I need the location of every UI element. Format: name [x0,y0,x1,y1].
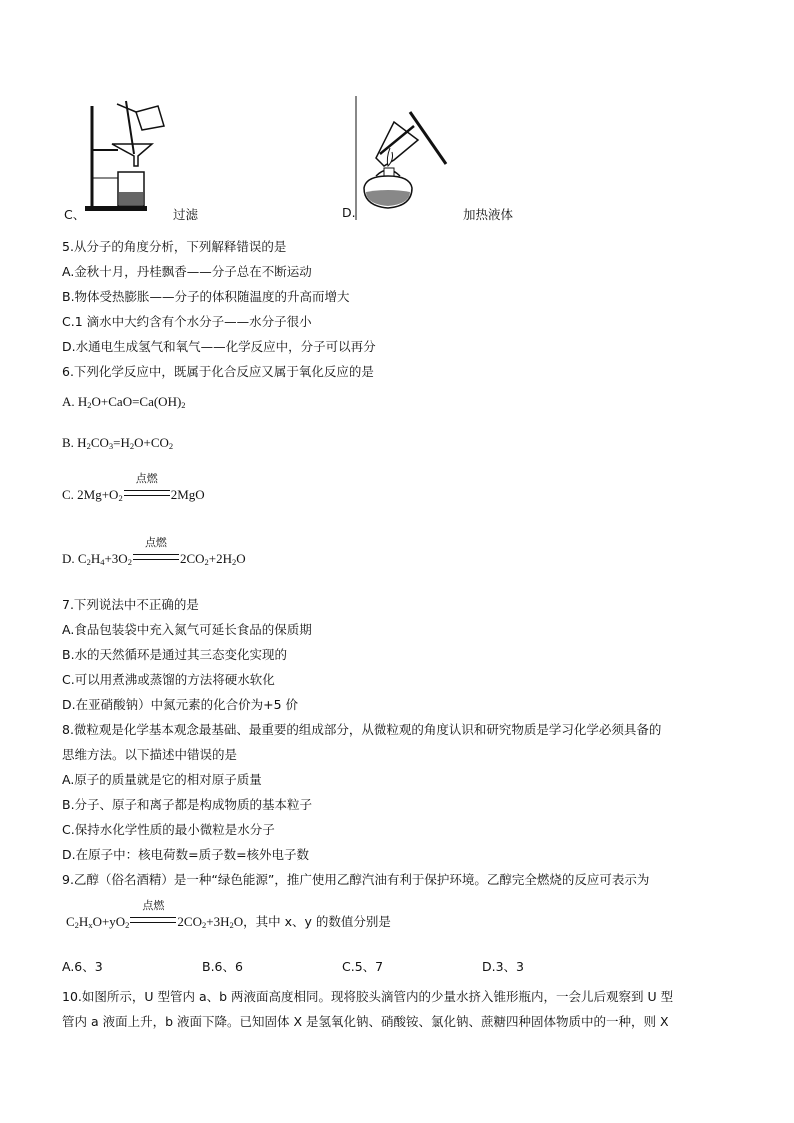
figure-d-caption: 加热液体 [463,207,514,222]
heating-liquid-figure [354,96,454,220]
q6-stem: 6.下列化学反应中，既属于化合反应又属于氧化反应的是 [62,364,374,379]
ignite-condition-arrow [130,899,176,930]
q10-line1: 10.如图所示，U 型管内 a、b 两液面高度相同。现将胶头滴管内的少量水挤入锥形瓶内，一会儿后观察到 U 型 [62,989,674,1004]
q8-option-d: D.在原子中：核电荷数=质子数=核外电子数 [62,847,310,862]
ignite-condition: 点燃 [144,536,167,549]
q5-option-d: D.水通电生成氢气和氧气——化学反应中，分子可以再分 [62,339,376,354]
q5-option-b: B.物体受热膨胀——分子的体积随温度的升高而增大 [62,289,350,304]
q6-option-d: D. $C_2H_4+3O_2$ 点燃 $2CO_2+2H_2O$ [62,536,246,567]
q7-option-c: C.可以用煮沸或蒸馏的方法将硬水软化 [62,672,275,687]
q7-stem: 7.下列说法中不正确的是 [62,597,199,612]
q9-option-d: D.3、3 [482,959,525,974]
q7-option-b: B.水的天然循环是通过其三态变化实现的 [62,647,288,662]
figure-d-label: D. [342,205,356,220]
q5-option-a: A.金秋十月，丹桂飘香——分子总在不断运动 [62,264,312,279]
q5-option-c: C.1 滴水中大约含有个水分子——水分子很小 [62,314,312,329]
q7-option-a: A.食品包装袋中充入氮气可延长食品的保质期 [62,622,312,637]
filtration-apparatus-figure [82,96,174,216]
q6-option-c: C. $2Mg+O_2$ 点燃 2MgO [62,472,205,503]
q8-option-c: C.保持水化学性质的最小微粒是水分子 [62,822,275,837]
q6-option-b: B. $H_2CO_3=H_2O+CO_2$ [62,435,174,451]
q8-stem-line1: 8.微粒观是化学基本观念最基础、最重要的组成部分，从微粒观的角度认识和研究物质是学习化学必须具备的 [62,722,662,737]
ignite-condition: 点燃 [142,899,165,912]
ignite-condition: 点燃 [135,472,158,485]
q9-option-a: A.6、3 [62,959,103,974]
q8-option-b: B.分子、原子和离子都是构成物质的基本粒子 [62,797,313,812]
q8-stem-line2: 思维方法。以下描述中错误的是 [62,747,238,762]
q10-line2: 管内 a 液面上升，b 液面下降。已知固体 X 是氢氧化钠、硝酸铵、氯化钠、蔗糖四种固体物质中的一种，则 X [62,1014,669,1029]
q9-option-c: C.5、7 [342,959,384,974]
ignite-condition-arrow [124,472,170,503]
q9-equation: $C_2H_xO+yO_2$ 点燃 $2CO_2+3H_2O$，其中 x、y 的数值分别是 [66,899,391,930]
q8-option-a: A.原子的质量就是它的相对原子质量 [62,772,262,787]
ignite-condition-arrow [133,536,179,567]
figure-c-caption: 过滤 [173,207,199,222]
q9-option-b: B.6、6 [202,959,243,974]
q7-option-d: D.在亚硝酸钠）中氮元素的化合价为+5 价 [62,697,298,712]
q6-option-a: A. $H_2O+CaO=Ca(OH)_2$ [62,394,186,410]
figure-c-label: C、 [64,207,86,222]
q9-equation-tail: ，其中 x、y 的数值分别是 [243,914,391,929]
q9-stem: 9.乙醇（俗名酒精）是一种“绿色能源”，推广使用乙醇汽油有利于保护环境。乙醇完全燃烧的反应可表示为 [62,872,650,887]
q5-stem: 5.从分子的角度分析，下列解释错误的是 [62,239,287,254]
